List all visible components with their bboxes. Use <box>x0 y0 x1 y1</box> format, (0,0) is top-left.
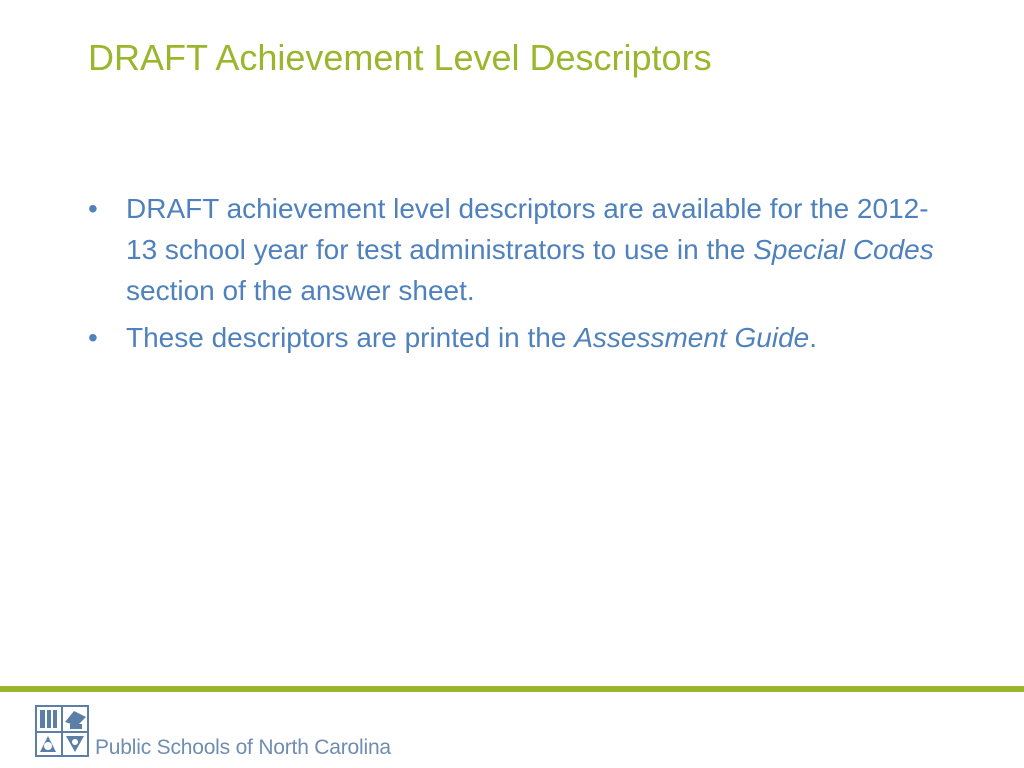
bullet-text-end: . <box>809 322 818 353</box>
bullet-marker: • <box>88 193 98 224</box>
bullet-marker: • <box>88 322 98 353</box>
bullet-emphasis: Assessment Guide <box>574 322 810 353</box>
footer-divider <box>0 686 1024 692</box>
footer-organization-name: Public Schools of North Carolina <box>95 736 391 759</box>
bullet-item <box>86 188 936 311</box>
bullet-text-end: section of the answer sheet. <box>126 275 475 306</box>
bullet-text: These descriptors are printed in the <box>126 322 575 353</box>
bullet-text: DRAFT achievement level descriptors are available for the 2012-13 school year for test administrators to use in the <box>126 193 929 265</box>
slide-title: DRAFT Achievement Level Descriptors <box>88 37 712 78</box>
bullet-emphasis: Special Codes <box>753 234 934 265</box>
bullet-list <box>86 188 936 364</box>
bullet-item <box>86 317 936 358</box>
nc-public-schools-logo-icon <box>34 702 90 760</box>
